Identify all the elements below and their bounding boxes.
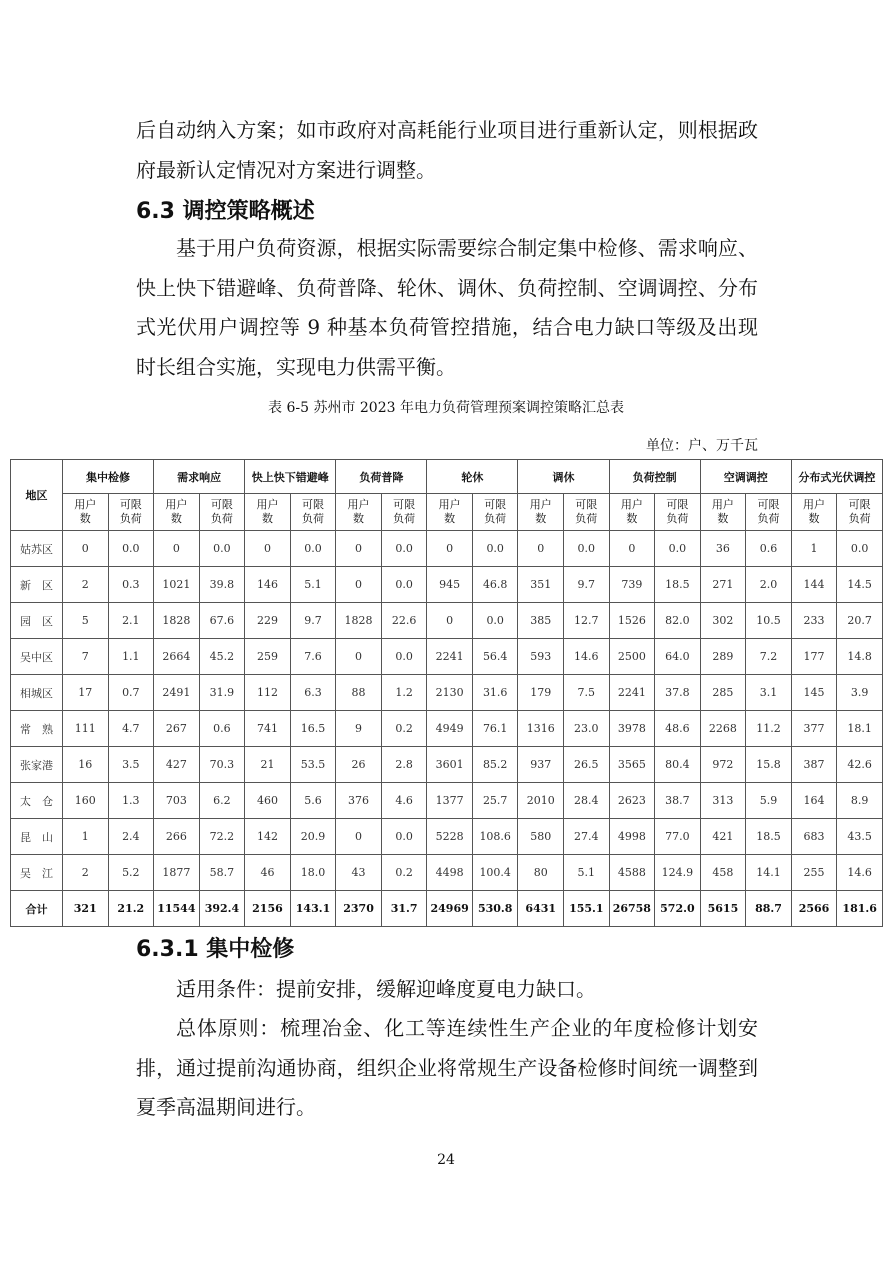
sub-header-users: 用户数 (620, 498, 643, 525)
value-cell: 0.6 (746, 531, 792, 567)
value-cell: 31.6 (472, 675, 518, 711)
sub-header-users: 用户数 (529, 498, 552, 525)
value-cell: 1828 (154, 603, 200, 639)
value-cell: 36 (700, 531, 746, 567)
group-header: 空调调控 (700, 460, 791, 494)
group-header: 分布式光伏调控 (791, 460, 882, 494)
value-cell: 259 (245, 639, 291, 675)
value-cell: 1377 (427, 783, 473, 819)
value-cell: 72.2 (199, 819, 245, 855)
strategy-summary-table (10, 459, 883, 927)
table-row (11, 567, 883, 603)
value-cell: 0.7 (108, 675, 154, 711)
sub-header-load: 可限负荷 (757, 498, 780, 525)
value-cell: 25.7 (472, 783, 518, 819)
sub-header-load: 可限负荷 (666, 498, 689, 525)
table-row (11, 855, 883, 891)
total-cell: 11544 (154, 891, 200, 927)
value-cell: 739 (609, 567, 655, 603)
value-cell: 18.1 (837, 711, 883, 747)
group-header: 负荷普降 (336, 460, 427, 494)
region-cell: 太 仓 (11, 783, 63, 819)
sub-header-load: 可限负荷 (484, 498, 507, 525)
value-cell: 0 (336, 819, 382, 855)
value-cell: 0.0 (837, 531, 883, 567)
sub-header-users-cell (63, 494, 109, 531)
value-cell: 427 (154, 747, 200, 783)
value-cell: 937 (518, 747, 564, 783)
total-row (11, 891, 883, 927)
sub-header-users: 用户数 (803, 498, 826, 525)
value-cell: 5.1 (564, 855, 610, 891)
value-cell: 0 (427, 531, 473, 567)
value-cell: 80 (518, 855, 564, 891)
value-cell: 179 (518, 675, 564, 711)
value-cell: 100.4 (472, 855, 518, 891)
value-cell: 458 (700, 855, 746, 891)
value-cell: 0.0 (199, 531, 245, 567)
sub-header-load-cell (108, 494, 154, 531)
value-cell: 1526 (609, 603, 655, 639)
value-cell: 460 (245, 783, 291, 819)
value-cell: 2 (63, 855, 109, 891)
value-cell: 3.1 (746, 675, 792, 711)
value-cell: 70.3 (199, 747, 245, 783)
sub-header-users-cell (700, 494, 746, 531)
value-cell: 7.2 (746, 639, 792, 675)
page-number: 24 (437, 1152, 455, 1168)
value-cell: 0 (336, 531, 382, 567)
value-cell: 683 (791, 819, 837, 855)
sub-header-load-cell (290, 494, 336, 531)
value-cell: 146 (245, 567, 291, 603)
value-cell: 11.2 (746, 711, 792, 747)
value-cell: 27.4 (564, 819, 610, 855)
total-cell: 143.1 (290, 891, 336, 927)
value-cell: 22.6 (381, 603, 427, 639)
value-cell: 43 (336, 855, 382, 891)
value-cell: 20.9 (290, 819, 336, 855)
sub-header-users-cell (336, 494, 382, 531)
value-cell: 9 (336, 711, 382, 747)
value-cell: 376 (336, 783, 382, 819)
value-cell: 21 (245, 747, 291, 783)
value-cell: 31.9 (199, 675, 245, 711)
value-cell: 85.2 (472, 747, 518, 783)
value-cell: 0.2 (381, 855, 427, 891)
value-cell: 1.1 (108, 639, 154, 675)
value-cell: 39.8 (199, 567, 245, 603)
value-cell: 45.2 (199, 639, 245, 675)
value-cell: 4498 (427, 855, 473, 891)
value-cell: 4588 (609, 855, 655, 891)
sub-header-users: 用户数 (347, 498, 370, 525)
value-cell: 48.6 (655, 711, 701, 747)
value-cell: 289 (700, 639, 746, 675)
value-cell: 421 (700, 819, 746, 855)
sub-header-load-cell (199, 494, 245, 531)
value-cell: 26.5 (564, 747, 610, 783)
value-cell: 1 (63, 819, 109, 855)
value-cell: 0.0 (381, 567, 427, 603)
value-cell: 0.0 (381, 531, 427, 567)
value-cell: 0 (336, 639, 382, 675)
value-cell: 1877 (154, 855, 200, 891)
sub-header-load-cell (472, 494, 518, 531)
value-cell: 1 (791, 531, 837, 567)
value-cell: 0.0 (472, 531, 518, 567)
value-cell: 111 (63, 711, 109, 747)
region-cell: 相城区 (11, 675, 63, 711)
value-cell: 160 (63, 783, 109, 819)
value-cell: 7 (63, 639, 109, 675)
sub-header-users-cell (791, 494, 837, 531)
value-cell: 145 (791, 675, 837, 711)
value-cell: 20.7 (837, 603, 883, 639)
total-cell: 392.4 (199, 891, 245, 927)
value-cell: 3601 (427, 747, 473, 783)
table-row (11, 819, 883, 855)
value-cell: 2.0 (746, 567, 792, 603)
value-cell: 82.0 (655, 603, 701, 639)
group-header: 负荷控制 (609, 460, 700, 494)
value-cell: 16.5 (290, 711, 336, 747)
total-cell: 21.2 (108, 891, 154, 927)
value-cell: 28.4 (564, 783, 610, 819)
value-cell: 76.1 (472, 711, 518, 747)
value-cell: 2010 (518, 783, 564, 819)
value-cell: 0.0 (472, 603, 518, 639)
value-cell: 1.3 (108, 783, 154, 819)
total-cell: 2566 (791, 891, 837, 927)
table-caption: 表 6-5 苏州市 2023 年电力负荷管理预案调控策略汇总表 (268, 400, 624, 416)
value-cell: 285 (700, 675, 746, 711)
group-header: 快上快下错避峰 (245, 460, 336, 494)
value-cell: 16 (63, 747, 109, 783)
value-cell: 0 (427, 603, 473, 639)
value-cell: 0 (518, 531, 564, 567)
sub-header-users: 用户数 (74, 498, 97, 525)
region-cell: 昆 山 (11, 819, 63, 855)
value-cell: 7.5 (564, 675, 610, 711)
value-cell: 8.9 (837, 783, 883, 819)
value-cell: 0.3 (108, 567, 154, 603)
sub-header-load: 可限负荷 (302, 498, 324, 525)
value-cell: 12.7 (564, 603, 610, 639)
value-cell: 271 (700, 567, 746, 603)
value-cell: 387 (791, 747, 837, 783)
value-cell: 10.5 (746, 603, 792, 639)
value-cell: 112 (245, 675, 291, 711)
value-cell: 0.0 (381, 639, 427, 675)
value-cell: 313 (700, 783, 746, 819)
value-cell: 14.6 (564, 639, 610, 675)
sub-header-users: 用户数 (438, 498, 461, 525)
header-row-sub (11, 494, 883, 531)
value-cell: 741 (245, 711, 291, 747)
sub-header-load-cell (837, 494, 883, 531)
value-cell: 53.5 (290, 747, 336, 783)
section-paragraph: 基于用户负荷资源，根据实际需要综合制定集中检修、需求响应、快上快下错避峰、负荷普降、轮休、调休、负荷控制、空调调控、分布式光伏用户调控等 9 种基本负荷管控措施，结合电力缺口等级及出现时长组合实施，实现电力供需平衡。 (136, 236, 758, 379)
value-cell: 3978 (609, 711, 655, 747)
total-cell: 572.0 (655, 891, 701, 927)
value-cell: 2268 (700, 711, 746, 747)
value-cell: 14.1 (746, 855, 792, 891)
value-cell: 77.0 (655, 819, 701, 855)
sub-header-users-cell (518, 494, 564, 531)
condition-paragraph: 适用条件：提前安排，缓解迎峰度夏电力缺口。 (176, 977, 596, 1001)
value-cell: 377 (791, 711, 837, 747)
value-cell: 2491 (154, 675, 200, 711)
value-cell: 5228 (427, 819, 473, 855)
total-cell: 24969 (427, 891, 473, 927)
total-label: 合计 (11, 891, 63, 927)
value-cell: 46 (245, 855, 291, 891)
value-cell: 0.0 (564, 531, 610, 567)
value-cell: 6.2 (199, 783, 245, 819)
total-cell: 88.7 (746, 891, 792, 927)
total-cell: 26758 (609, 891, 655, 927)
total-cell: 181.6 (837, 891, 883, 927)
sub-header-load-cell (381, 494, 427, 531)
value-cell: 2.1 (108, 603, 154, 639)
sub-header-load: 可限负荷 (848, 498, 871, 525)
sub-header-load: 可限负荷 (393, 498, 416, 525)
paragraph-continued: 后自动纳入方案；如市政府对高耗能行业项目进行重新认定，则根据政府最新认定情况对方案进行调整。 (136, 118, 758, 182)
value-cell: 4949 (427, 711, 473, 747)
region-cell: 园 区 (11, 603, 63, 639)
value-cell: 0 (609, 531, 655, 567)
value-cell: 108.6 (472, 819, 518, 855)
value-cell: 9.7 (564, 567, 610, 603)
value-cell: 2 (63, 567, 109, 603)
value-cell: 3565 (609, 747, 655, 783)
sub-header-users-cell (154, 494, 200, 531)
sub-header-load: 可限负荷 (575, 498, 598, 525)
value-cell: 124.9 (655, 855, 701, 891)
value-cell: 4.7 (108, 711, 154, 747)
value-cell: 5.9 (746, 783, 792, 819)
value-cell: 2.4 (108, 819, 154, 855)
value-cell: 26 (336, 747, 382, 783)
value-cell: 4.6 (381, 783, 427, 819)
value-cell: 15.8 (746, 747, 792, 783)
value-cell: 9.7 (290, 603, 336, 639)
value-cell: 56.4 (472, 639, 518, 675)
value-cell: 18.5 (746, 819, 792, 855)
value-cell: 3.5 (108, 747, 154, 783)
value-cell: 0.6 (199, 711, 245, 747)
value-cell: 3.9 (837, 675, 883, 711)
sub-header-users-cell (609, 494, 655, 531)
value-cell: 43.5 (837, 819, 883, 855)
value-cell: 38.7 (655, 783, 701, 819)
value-cell: 266 (154, 819, 200, 855)
subsection-heading: 6.3.1 集中检修 (136, 937, 295, 962)
value-cell: 2241 (427, 639, 473, 675)
value-cell: 0.2 (381, 711, 427, 747)
value-cell: 6.3 (290, 675, 336, 711)
value-cell: 5.1 (290, 567, 336, 603)
value-cell: 255 (791, 855, 837, 891)
section-heading: 6.3 调控策略概述 (136, 199, 315, 224)
group-header: 集中检修 (63, 460, 154, 494)
value-cell: 144 (791, 567, 837, 603)
value-cell: 0 (63, 531, 109, 567)
value-cell: 142 (245, 819, 291, 855)
region-cell: 常 熟 (11, 711, 63, 747)
value-cell: 0.0 (655, 531, 701, 567)
region-cell: 吴中区 (11, 639, 63, 675)
sub-header-load-cell (746, 494, 792, 531)
value-cell: 42.6 (837, 747, 883, 783)
value-cell: 14.6 (837, 855, 883, 891)
value-cell: 14.8 (837, 639, 883, 675)
value-cell: 2500 (609, 639, 655, 675)
value-cell: 5.6 (290, 783, 336, 819)
value-cell: 0.0 (290, 531, 336, 567)
principle-paragraph: 总体原则：梳理冶金、化工等连续性生产企业的年度检修计划安排，通过提前沟通协商，组织企业将常规生产设备检修时间统一调整到夏季高温期间进行。 (136, 1016, 758, 1120)
table-row (11, 531, 883, 567)
table-row (11, 675, 883, 711)
value-cell: 0 (154, 531, 200, 567)
table-row (11, 747, 883, 783)
sub-header-users: 用户数 (711, 498, 734, 525)
value-cell: 2130 (427, 675, 473, 711)
value-cell: 267 (154, 711, 200, 747)
group-header: 轮休 (427, 460, 518, 494)
value-cell: 46.8 (472, 567, 518, 603)
sub-header-load-cell (564, 494, 610, 531)
value-cell: 164 (791, 783, 837, 819)
value-cell: 945 (427, 567, 473, 603)
value-cell: 80.4 (655, 747, 701, 783)
value-cell: 58.7 (199, 855, 245, 891)
sub-header-load-cell (655, 494, 701, 531)
table-unit: 单位：户、万千瓦 (646, 438, 758, 454)
value-cell: 1021 (154, 567, 200, 603)
value-cell: 14.5 (837, 567, 883, 603)
value-cell: 37.8 (655, 675, 701, 711)
table-row (11, 603, 883, 639)
table-row (11, 711, 883, 747)
value-cell: 233 (791, 603, 837, 639)
value-cell: 972 (700, 747, 746, 783)
value-cell: 2623 (609, 783, 655, 819)
value-cell: 67.6 (199, 603, 245, 639)
region-header: 地区 (11, 460, 63, 531)
sub-header-users-cell (245, 494, 291, 531)
region-cell: 姑苏区 (11, 531, 63, 567)
table-row (11, 783, 883, 819)
value-cell: 385 (518, 603, 564, 639)
sub-header-load: 可限负荷 (210, 498, 233, 525)
value-cell: 2.8 (381, 747, 427, 783)
value-cell: 18.5 (655, 567, 701, 603)
total-cell: 2156 (245, 891, 291, 927)
value-cell: 593 (518, 639, 564, 675)
value-cell: 229 (245, 603, 291, 639)
total-cell: 5615 (700, 891, 746, 927)
value-cell: 0 (245, 531, 291, 567)
table-row (11, 639, 883, 675)
value-cell: 1.2 (381, 675, 427, 711)
value-cell: 1316 (518, 711, 564, 747)
region-cell: 张家港 (11, 747, 63, 783)
total-cell: 155.1 (564, 891, 610, 927)
value-cell: 0 (336, 567, 382, 603)
value-cell: 17 (63, 675, 109, 711)
value-cell: 703 (154, 783, 200, 819)
value-cell: 88 (336, 675, 382, 711)
region-cell: 新 区 (11, 567, 63, 603)
sub-header-users: 用户数 (165, 498, 188, 525)
value-cell: 351 (518, 567, 564, 603)
value-cell: 18.0 (290, 855, 336, 891)
value-cell: 1828 (336, 603, 382, 639)
value-cell: 2664 (154, 639, 200, 675)
group-header: 调休 (518, 460, 609, 494)
group-header: 需求响应 (154, 460, 245, 494)
region-cell: 吴 江 (11, 855, 63, 891)
sub-header-users-cell (427, 494, 473, 531)
total-cell: 530.8 (472, 891, 518, 927)
value-cell: 2241 (609, 675, 655, 711)
sub-header-users: 用户数 (256, 498, 279, 525)
value-cell: 23.0 (564, 711, 610, 747)
value-cell: 0.0 (381, 819, 427, 855)
value-cell: 5.2 (108, 855, 154, 891)
value-cell: 64.0 (655, 639, 701, 675)
value-cell: 4998 (609, 819, 655, 855)
value-cell: 7.6 (290, 639, 336, 675)
total-cell: 321 (63, 891, 109, 927)
total-cell: 2370 (336, 891, 382, 927)
value-cell: 5 (63, 603, 109, 639)
value-cell: 177 (791, 639, 837, 675)
total-cell: 6431 (518, 891, 564, 927)
value-cell: 302 (700, 603, 746, 639)
sub-header-load: 可限负荷 (119, 498, 142, 525)
header-row-groups (11, 460, 883, 494)
total-cell: 31.7 (381, 891, 427, 927)
value-cell: 580 (518, 819, 564, 855)
value-cell: 0.0 (108, 531, 154, 567)
